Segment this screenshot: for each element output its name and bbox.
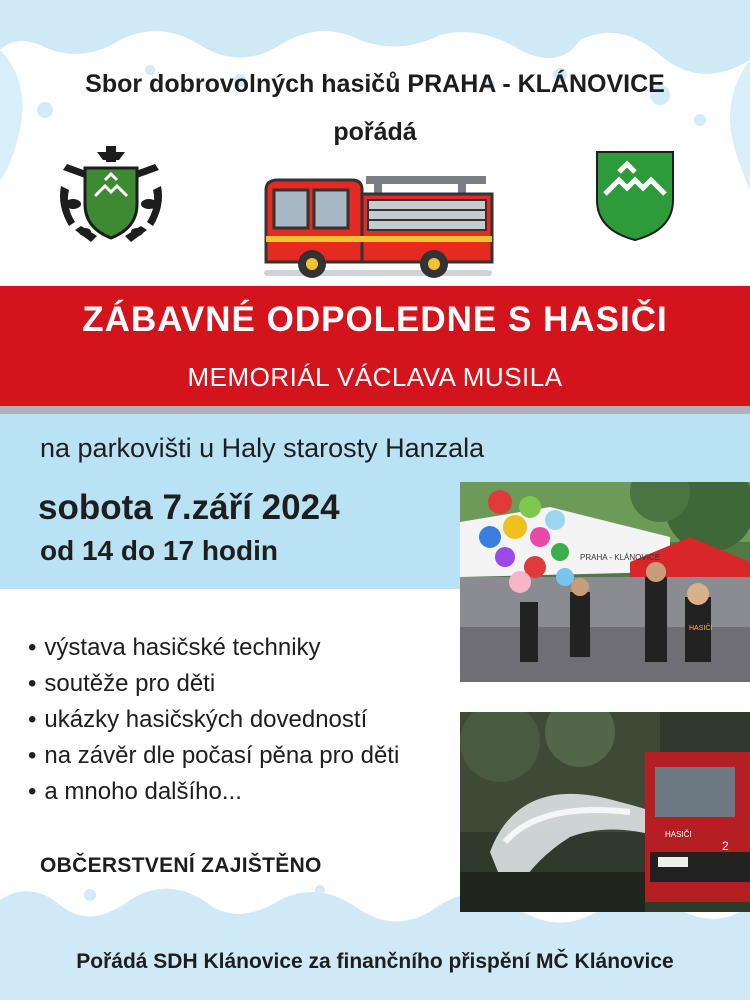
organizer-line: Sbor dobrovolných hasičů PRAHA - KLÁNOVICE [85,70,665,98]
event-place: na parkovišti u Haly starosty Hanzala [40,433,485,463]
klanovice-coat-of-arms-icon [595,150,675,242]
truck-number: 2 [722,839,729,853]
firefighter-emblem-icon [55,146,167,246]
fire-truck-icon [258,170,498,282]
program-item: • soutěže pro děti [28,666,399,702]
program-item: • na závěr dle počasí pěna pro děti [28,738,399,774]
footer-sponsor: Pořádá SDH Klánovice za finančního přispění MČ Klánovice [76,950,674,973]
photo-event-crowd [460,482,750,682]
photo-water-spray [460,712,750,912]
refreshments-note: OBČERSTVENÍ ZAJIŠTĚNO [40,854,322,877]
truck-text: HASIČI [665,830,692,839]
tent-text: PRAHA - KLÁNOVICE [580,553,661,562]
presents-text: pořádá [333,118,417,146]
event-subtitle: MEMORIÁL VÁCLAVA MUSILA [187,362,563,392]
program-item: • ukázky hasičských dovedností [28,702,399,738]
banner-divider [0,406,750,414]
program-item: • a mnoho dalšího... [28,774,399,810]
program-item: • výstava hasičské techniky [28,630,399,666]
event-date: sobota 7.září 2024 [38,488,340,527]
event-time: od 14 do 17 hodin [40,535,279,566]
shirt-text: HASIČI [689,625,713,632]
program-list [28,630,399,810]
event-title: ZÁBAVNÉ ODPOLEDNE S HASIČI [82,300,668,339]
